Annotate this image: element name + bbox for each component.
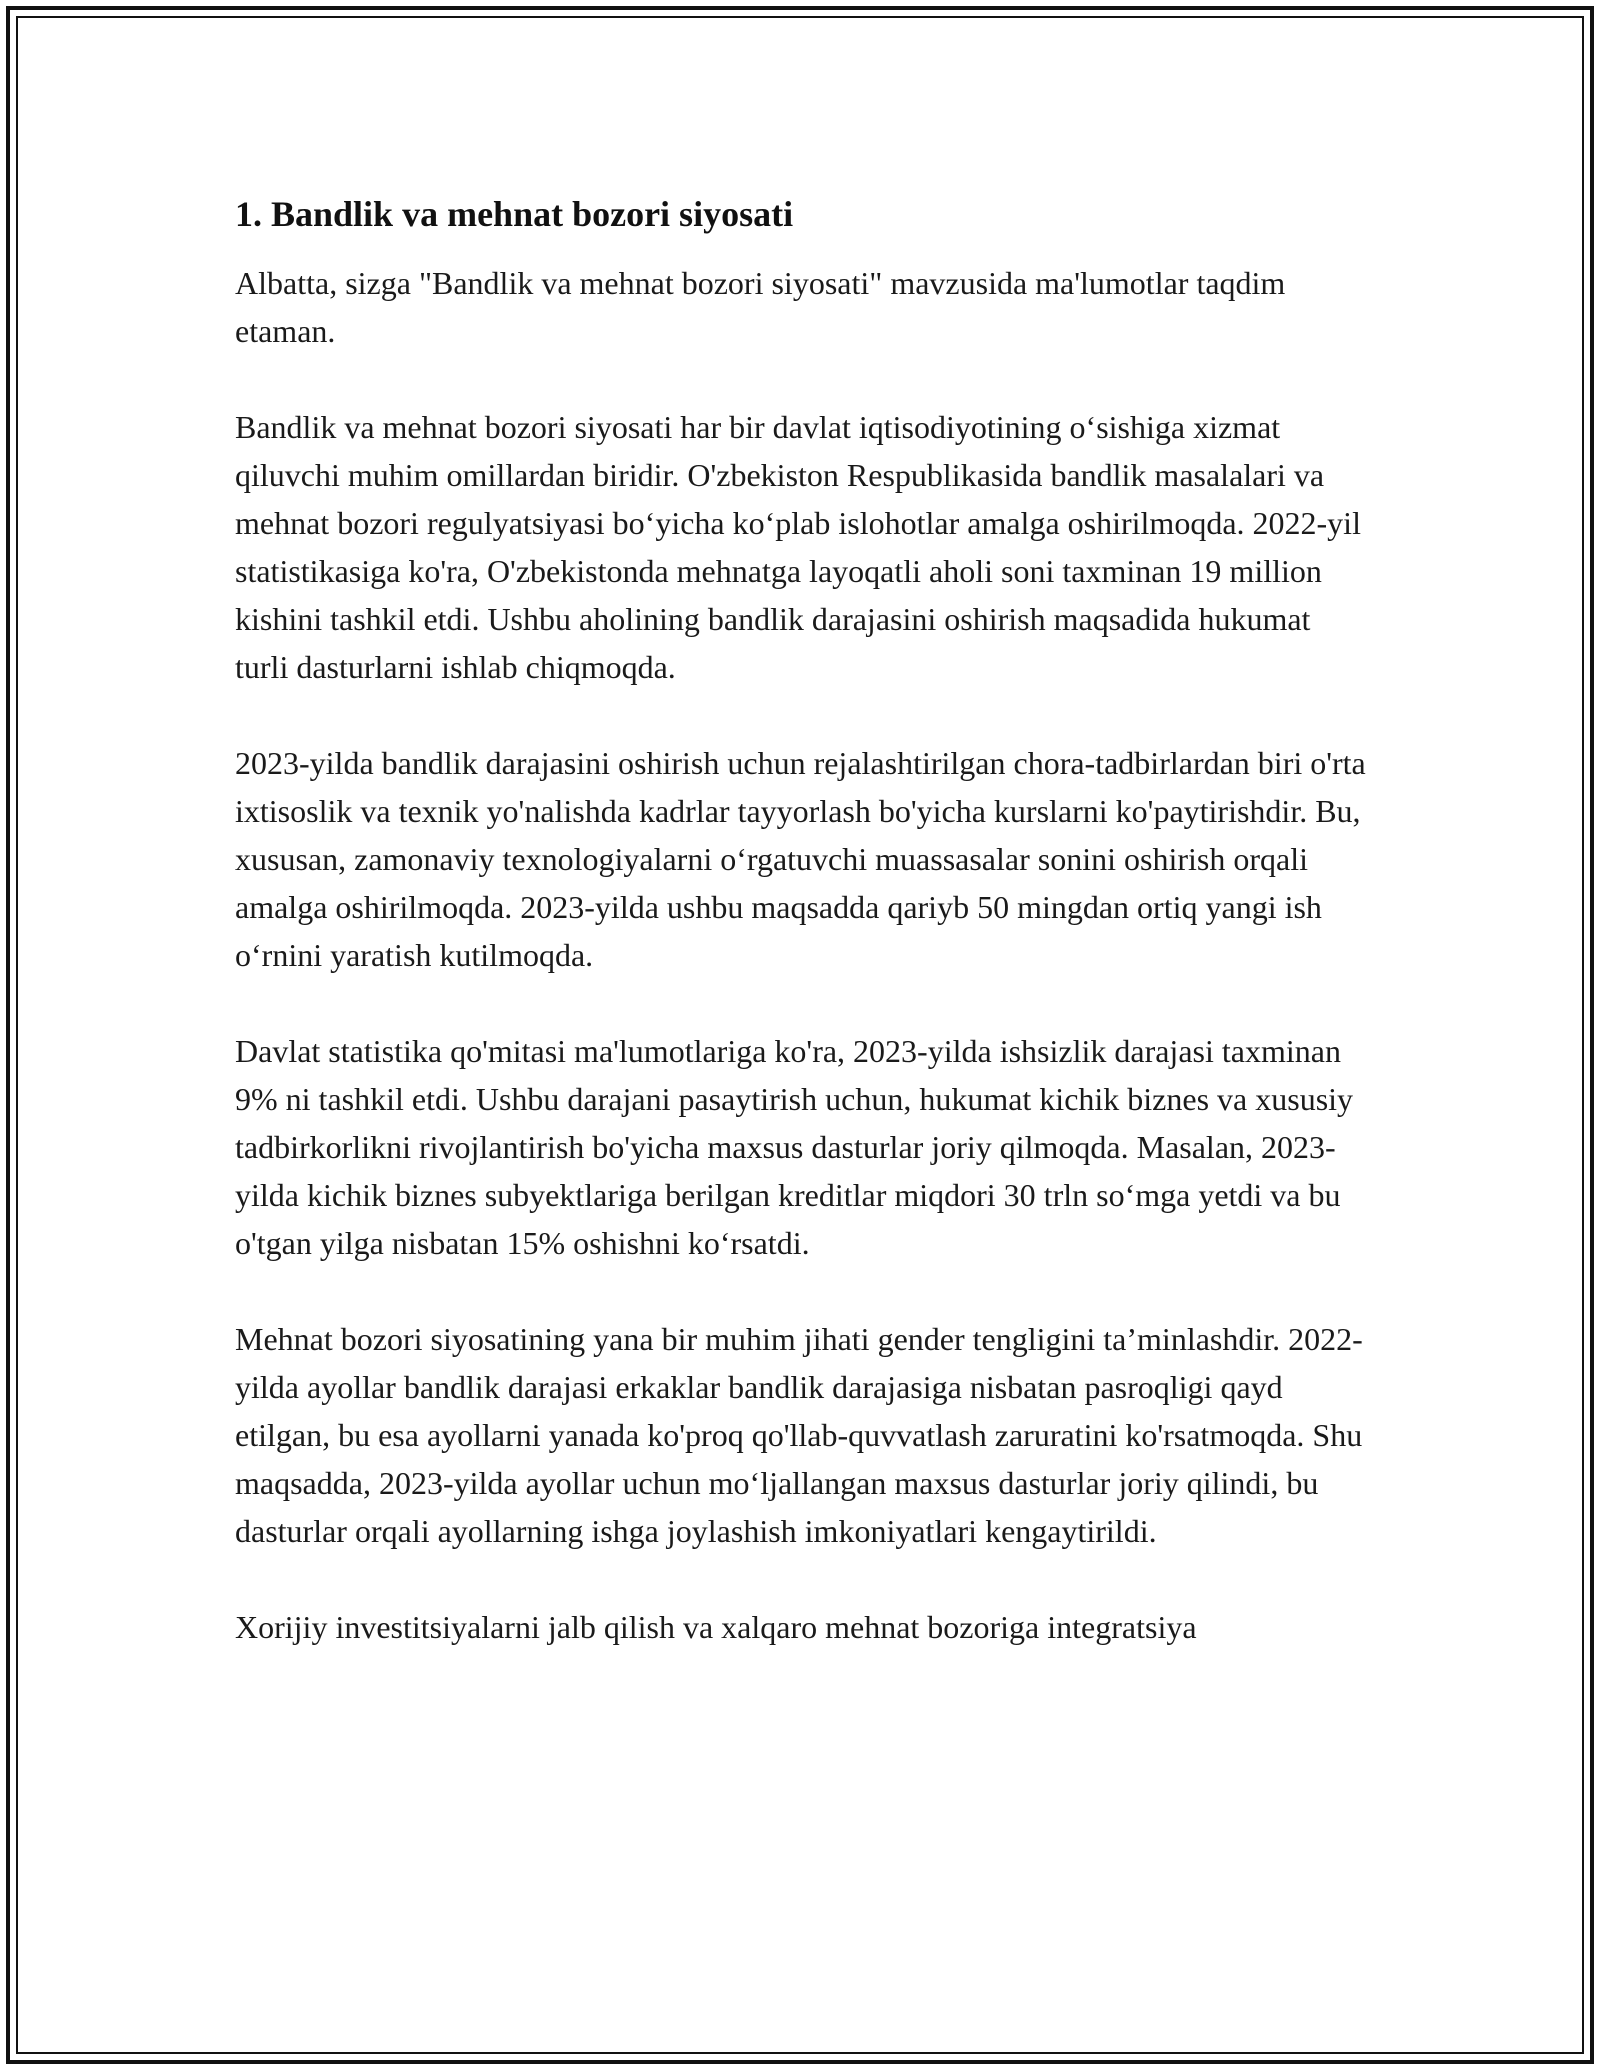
paragraph-overview: Bandlik va mehnat bozori siyosati har bir davlat iqtisodiyotining oʻsishiga xizmat qiluvchi muhim omillardan biridir. O'zbekiston Respublikasida bandlik masalalari va mehnat bozori regulyatsiyasi boʻyicha koʻplab islohotlar amalga oshirilmoqda. 2022-yil statistikasiga ko'ra, O'zbekistonda mehnatga layoqatli aholi soni taxminan 19 million kishini tashkil etdi. Ushbu aholining bandlik darajasini oshirish maqsadida hukumat turli dasturlarni ishlab chiqmoqda.: [235, 409, 1361, 685]
document-body: [235, 185, 1370, 1699]
paragraph-investment: Xorijiy investitsiyalarni jalb qilish va xalqaro mehnat bozoriga integratsiya: [235, 1609, 1197, 1645]
paragraph-training: 2023-yilda bandlik darajasini oshirish uchun rejalashtirilgan chora-tadbirlardan biri o'rta ixtisoslik va texnik yo'nalishda kadrlar tayyorlash bo'yicha kurslarni ko'paytirishdir. Bu, xususan, zamonaviy texnologiyalarni oʻrgatuvchi muassasalar sonini oshirish orqali amalga oshirilmoqda. 2023-yilda ushbu maqsadda qariyb 50 mingdan ortiq yangi ish oʻrnini yaratish kutilmoqda.: [235, 745, 1366, 973]
section-title: 1. Bandlik va mehnat bozori siyosati: [235, 194, 794, 234]
paragraph-gender: Mehnat bozori siyosatining yana bir muhim jihati gender tengligini ta’minlashdir. 2022-yilda ayollar bandlik darajasi erkaklar bandlik darajasiga nisbatan pasroqligi qayd etilgan, bu esa ayollarni yanada ko'proq qo'llab-quvvatlash zaruratini ko'rsatmoqda. Shu maqsadda, 2023-yilda ayollar uchun moʻljallangan maxsus dasturlar joriy qilindi, bu dasturlar orqali ayollarning ishga joylashish imkoniyatlari kengaytirildi.: [235, 1321, 1363, 1549]
paragraph-intro: Albatta, sizga "Bandlik va mehnat bozori siyosati" mavzusida ma'lumotlar taqdim etaman.: [235, 265, 1286, 349]
paragraph-unemployment: Davlat statistika qo'mitasi ma'lumotlariga ko'ra, 2023-yilda ishsizlik darajasi taxminan 9% ni tashkil etdi. Ushbu darajani pasaytirish uchun, hukumat kichik biznes va xususiy tadbirkorlikni rivojlantirish bo'yicha maxsus dasturlar joriy qilmoqda. Masalan, 2023-yilda kichik biznes subyektlariga berilgan kreditlar miqdori 30 trln soʻmga yetdi va bu o'tgan yilga nisbatan 15% oshishni koʻrsatdi.: [235, 1033, 1354, 1261]
